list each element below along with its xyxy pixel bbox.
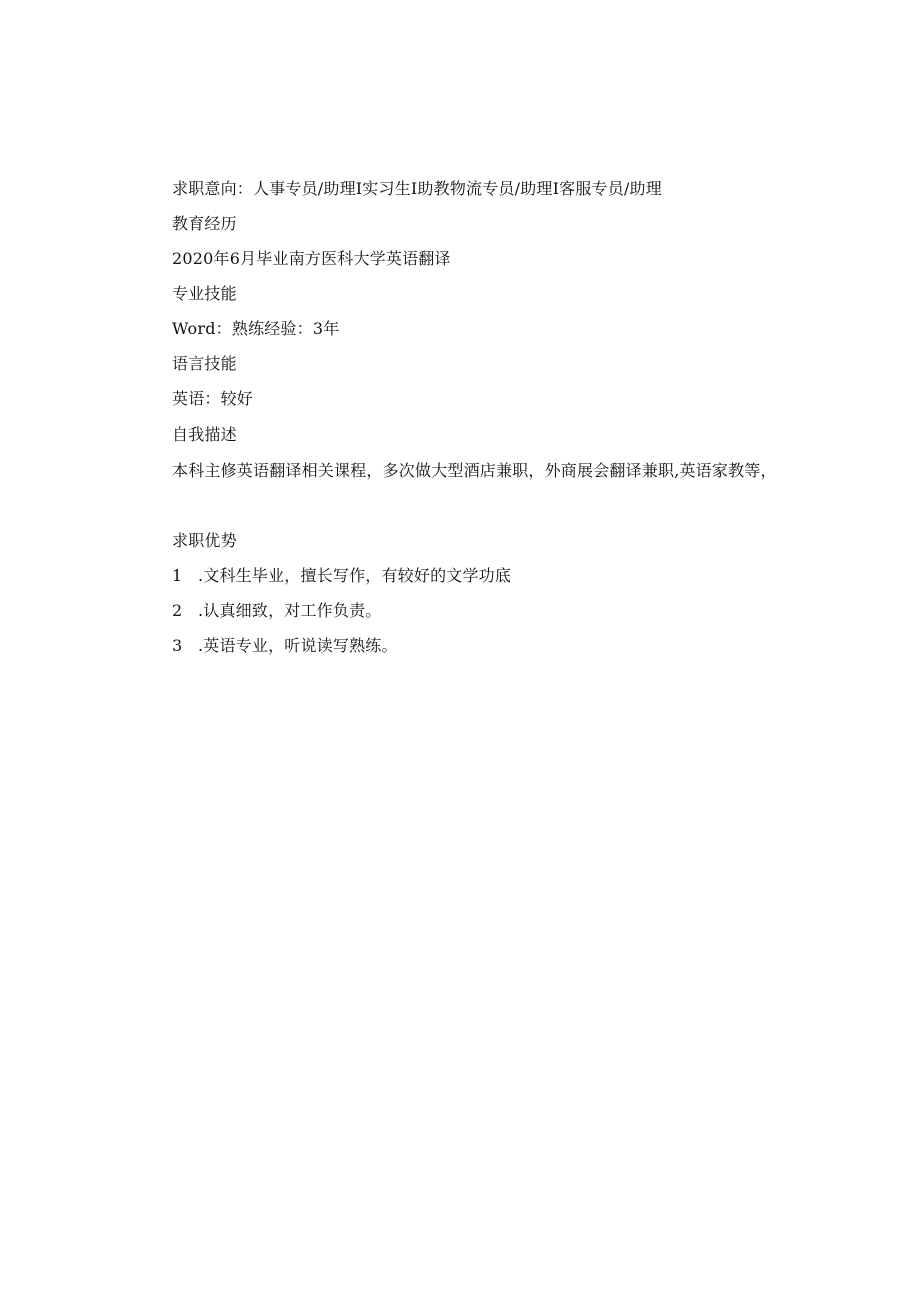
advantage-number: 3 — [172, 636, 183, 655]
advantage-item — [172, 565, 511, 587]
self-description-heading: 自我描述 — [172, 425, 237, 444]
job-intention: 求职意向：人事专员/助理I实习生I助教物流专员/助理I客服专员/助理 — [172, 179, 662, 198]
self-description-text: 本科主修英语翻译相关课程，多次做大型酒店兼职，外商展会翻译兼职,英语家教等， — [172, 461, 777, 480]
professional-skills-detail: Word：熟练经验：3年 — [172, 319, 340, 338]
advantage-number: 1 — [172, 566, 183, 585]
advantage-number: 2 — [172, 601, 183, 620]
advantage-text: .英语专业，听说读写熟练。 — [198, 636, 398, 655]
advantage-item — [172, 600, 382, 622]
advantage-text: .认真细致，对工作负责。 — [198, 601, 382, 620]
advantage-item — [172, 635, 398, 657]
language-skills-detail: 英语：较好 — [172, 389, 254, 408]
education-heading: 教育经历 — [172, 214, 237, 233]
advantages-heading: 求职优势 — [172, 531, 237, 550]
education-detail: 2020年6月毕业南方医科大学英语翻译 — [172, 249, 451, 268]
professional-skills-heading: 专业技能 — [172, 284, 237, 303]
language-skills-heading: 语言技能 — [172, 354, 237, 373]
advantage-text: .文科生毕业，擅长写作，有较好的文学功底 — [198, 566, 512, 585]
